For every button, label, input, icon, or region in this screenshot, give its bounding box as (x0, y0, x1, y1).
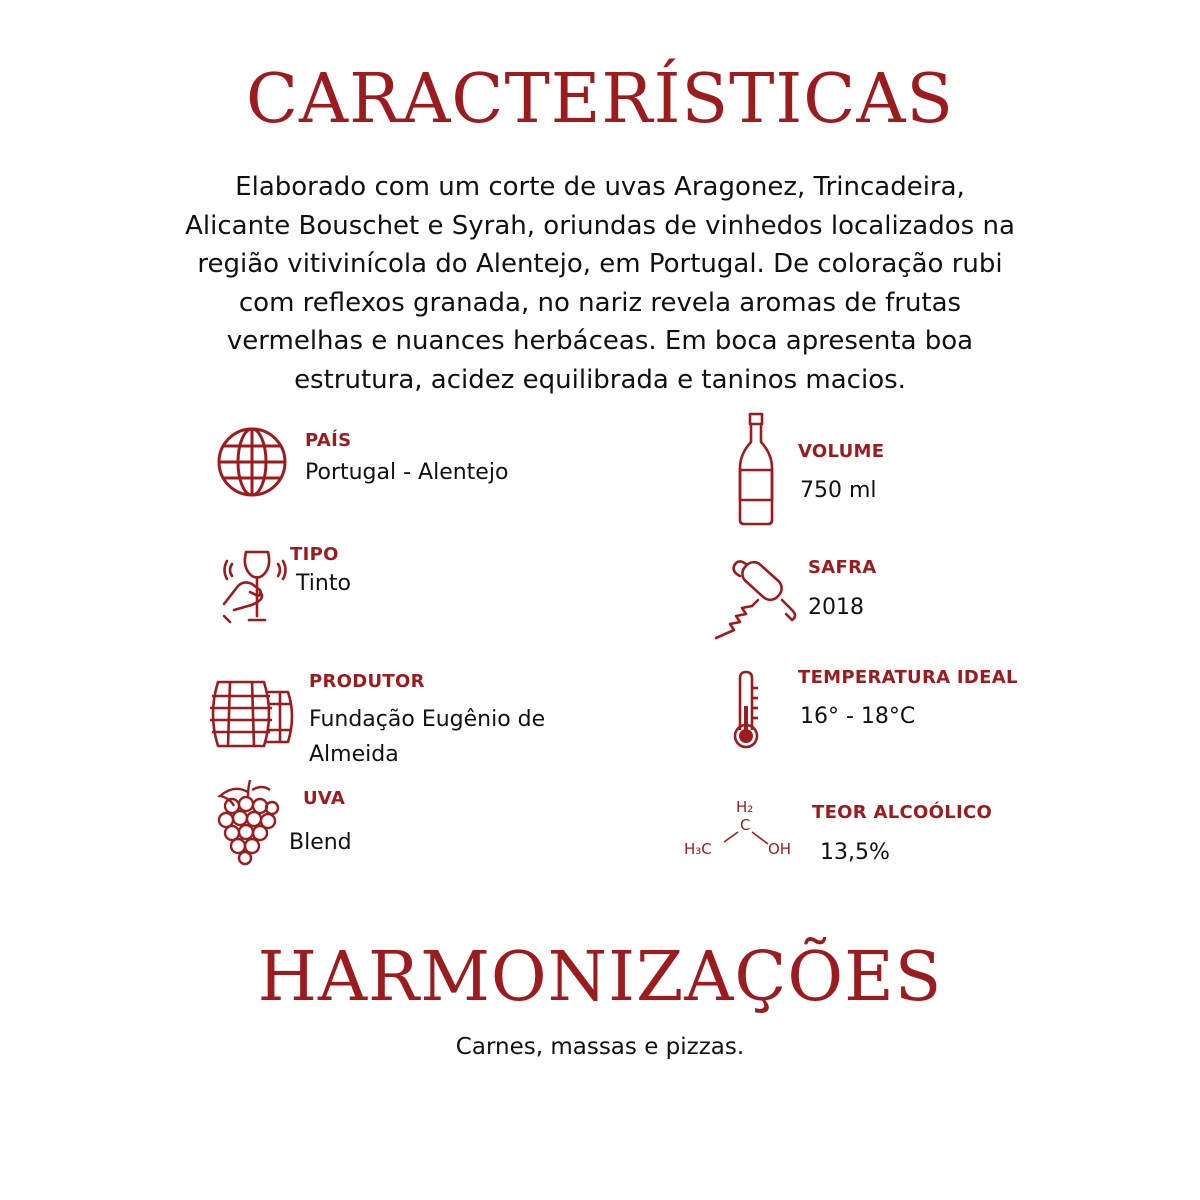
formula-h2: H₂ (736, 798, 754, 816)
description-line: Elaborado com um corte de uvas Aragonez, Trincadeira, (235, 172, 965, 202)
ethanol-formula-icon (682, 798, 802, 864)
tipo-label: TIPO (290, 544, 339, 565)
description-line: estrutura, acidez equilibrada e taninos macios. (294, 364, 906, 395)
description-line: com reflexos granada, no nariz revela aromas de frutas (238, 287, 962, 318)
formula-h3c: H₃C (684, 840, 712, 858)
description-line: região vitivinícola do Alentejo, em Portugal. De coloração rubi (197, 249, 1003, 279)
barrels-icon (208, 680, 298, 748)
temperatura-value: 16° - 18°C (800, 704, 916, 729)
tipo-value: Tinto (296, 571, 351, 596)
characteristics-title: CARACTERÍSTICAS (245, 60, 955, 139)
volume-label: VOLUME (798, 441, 885, 462)
teor-value: 13,5% (820, 840, 890, 865)
globe-icon (216, 426, 288, 498)
pairings-text: Carnes, massas e pizzas. (455, 1034, 745, 1060)
temperatura-label: TEMPERATURA IDEAL (798, 667, 1018, 688)
produtor-label: PRODUTOR (309, 671, 425, 692)
pairings-title: HARMONIZAÇÕES (257, 938, 943, 1017)
bottle-icon (736, 412, 776, 526)
pais-label: PAÍS (305, 430, 352, 451)
grapes-icon (214, 776, 280, 864)
description-line: Alicante Bouschet e Syrah, oriundas de vinhedos localizados na (185, 210, 1015, 241)
safra-value: 2018 (808, 595, 864, 620)
thermometer-icon (730, 670, 764, 750)
produtor-value-line2: Almeida (309, 742, 399, 767)
teor-label: TEOR ALCOÓLICO (812, 802, 993, 823)
formula-oh: OH (768, 840, 792, 858)
uva-value: Blend (289, 830, 352, 855)
corkscrew-icon (712, 556, 800, 642)
uva-label: UVA (303, 788, 346, 809)
pais-value: Portugal - Alentejo (305, 460, 509, 485)
volume-value: 750 ml (800, 478, 877, 503)
wine-description (110, 168, 1090, 399)
wine-glass-hand-icon (222, 546, 288, 626)
formula-c: C (740, 816, 751, 834)
formula-bonds (682, 798, 802, 864)
safra-label: SAFRA (808, 557, 877, 578)
description-line: vermelhas e nuances herbáceas. Em boca apresenta boa (226, 326, 974, 356)
produtor-value-line1: Fundação Eugênio de (309, 707, 546, 732)
